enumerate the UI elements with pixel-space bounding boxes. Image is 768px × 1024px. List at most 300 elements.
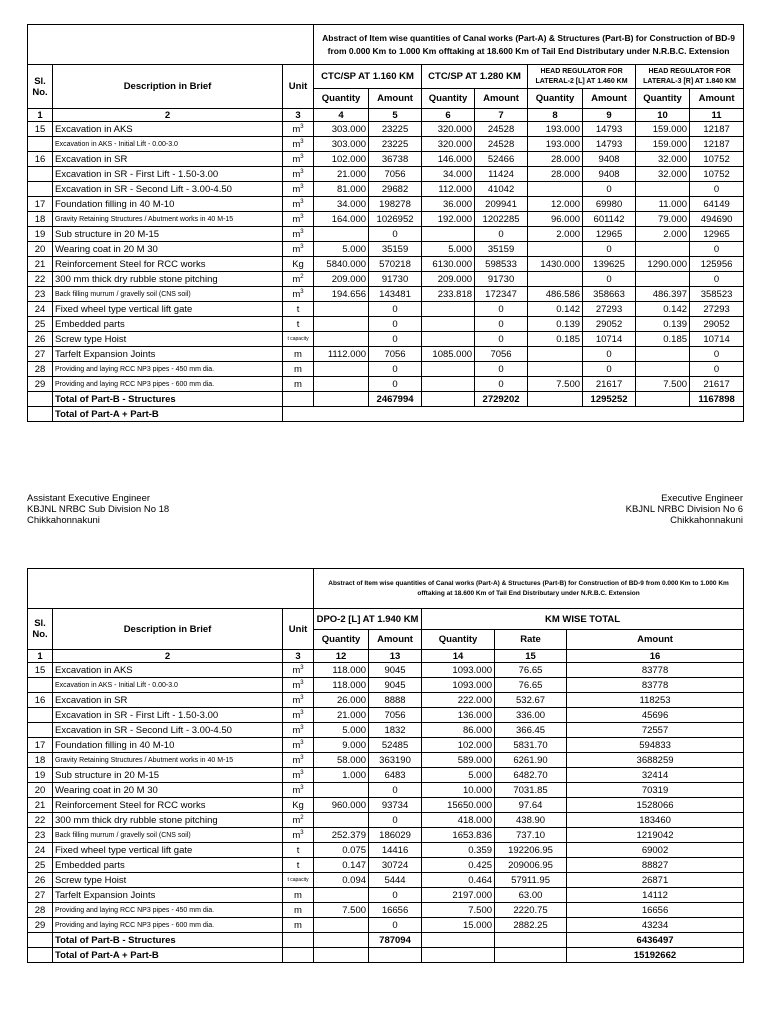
- column-number-cell: 1: [28, 650, 53, 663]
- value-cell: 0: [690, 242, 744, 257]
- unit-base: m: [292, 124, 301, 136]
- sl-no-cell: 23: [28, 287, 53, 302]
- value-cell: 0: [583, 347, 636, 362]
- value-cell: 358523: [690, 287, 744, 302]
- value-cell: 14793: [583, 122, 636, 137]
- table-row: [28, 783, 744, 798]
- table-row: [28, 918, 744, 933]
- description-cell: Embedded parts: [53, 858, 283, 873]
- sl-no-cell: 18: [28, 753, 53, 768]
- value-cell: 0: [583, 272, 636, 287]
- description-cell: Excavation in AKS - Initial Lift - 0.00-3.0: [53, 678, 283, 693]
- column-number-cell: 10: [636, 109, 690, 122]
- sl-no-header: Sl. No.: [28, 609, 53, 650]
- total-value-cell: [528, 392, 583, 407]
- value-cell: 83778: [567, 663, 744, 678]
- total-value-cell: 6436497: [567, 933, 744, 948]
- value-cell: 589.000: [422, 753, 495, 768]
- description-cell: Screw type Hoist: [53, 873, 283, 888]
- unit-cell: [283, 723, 314, 738]
- total-value-cell: [422, 948, 495, 963]
- value-cell: 336.00: [495, 708, 567, 723]
- table-row: [28, 122, 744, 137]
- rate-header: Rate: [495, 630, 567, 650]
- table-row: [28, 708, 744, 723]
- value-cell: 193.000: [528, 122, 583, 137]
- table-row: [28, 798, 744, 813]
- value-cell: 5.000: [422, 242, 475, 257]
- unit-exponent: 3: [300, 199, 304, 206]
- value-cell: 52466: [475, 152, 528, 167]
- table-row: [28, 317, 744, 332]
- value-cell: 6482.70: [495, 768, 567, 783]
- description-header: Description in Brief: [53, 65, 283, 109]
- value-cell: 0: [369, 302, 422, 317]
- unit-base: m: [292, 755, 301, 767]
- value-cell: 7.500: [636, 377, 690, 392]
- total-value-cell: [495, 933, 567, 948]
- unit-base: m: [292, 184, 301, 196]
- total-value-cell: [422, 933, 495, 948]
- unit-cell: m: [283, 918, 314, 933]
- value-cell: 303.000: [314, 122, 369, 137]
- unit-base: m: [292, 710, 301, 722]
- sl-no-cell: 21: [28, 257, 53, 272]
- value-cell: 21617: [690, 377, 744, 392]
- description-cell: Back filling murrum / gravelly soil (CNS soil): [53, 828, 283, 843]
- value-cell: 159.000: [636, 137, 690, 152]
- sl-no-cell: 22: [28, 813, 53, 828]
- unit-exponent: 3: [300, 755, 304, 762]
- value-cell: 0.185: [528, 332, 583, 347]
- value-cell: 63.00: [495, 888, 567, 903]
- value-cell: 88827: [567, 858, 744, 873]
- value-cell: 24528: [475, 137, 528, 152]
- table-row: [28, 377, 744, 392]
- unit-cell: [283, 272, 314, 287]
- column-number-cell: 16: [567, 650, 744, 663]
- value-cell: 6130.000: [422, 257, 475, 272]
- value-cell: 7031.85: [495, 783, 567, 798]
- amount-header: Amount: [690, 89, 744, 109]
- total-value-cell: [495, 948, 567, 963]
- signature-right-line: KBJNL NRBC Division No 6: [625, 504, 743, 515]
- amount-header: Amount: [583, 89, 636, 109]
- unit-base: m: [292, 289, 301, 301]
- value-cell: 164.000: [314, 212, 369, 227]
- value-cell: 1112.000: [314, 347, 369, 362]
- table-row: [28, 272, 744, 287]
- signature-right-line: Chikkahonnakuni: [670, 515, 743, 526]
- value-cell: 1202285: [475, 212, 528, 227]
- value-cell: 0.185: [636, 332, 690, 347]
- value-cell: 1290.000: [636, 257, 690, 272]
- sl-no-cell: 17: [28, 197, 53, 212]
- value-cell: 83778: [567, 678, 744, 693]
- table-row: [28, 888, 744, 903]
- table-row: [28, 828, 744, 843]
- value-cell: 737.10: [495, 828, 567, 843]
- value-cell: 34.000: [314, 197, 369, 212]
- value-cell: 1.000: [314, 768, 369, 783]
- unit-exponent: 3: [300, 124, 304, 131]
- unit-exponent: 3: [300, 289, 304, 296]
- value-cell: 2220.75: [495, 903, 567, 918]
- unit-base: m: [292, 680, 301, 692]
- value-cell: 0: [690, 272, 744, 287]
- value-cell: 172347: [475, 287, 528, 302]
- value-cell: 0.359: [422, 843, 495, 858]
- value-cell: 0: [475, 317, 528, 332]
- description-cell: Excavation in SR - First Lift - 1.50-3.00: [53, 167, 283, 182]
- unit-base: m: [292, 244, 301, 256]
- value-cell: 2.000: [636, 227, 690, 242]
- total-value-cell: [314, 933, 369, 948]
- unit-cell: t capacity: [283, 873, 314, 888]
- value-cell: 118.000: [314, 663, 369, 678]
- signature-left: [27, 493, 169, 526]
- value-cell: 960.000: [314, 798, 369, 813]
- description-header: Description in Brief: [53, 609, 283, 650]
- value-cell: 28.000: [528, 152, 583, 167]
- unit-cell: t capacity: [283, 332, 314, 347]
- value-cell: 192206.95: [495, 843, 567, 858]
- value-cell: 5.000: [314, 723, 369, 738]
- total-sl-cell: [28, 933, 53, 948]
- value-cell: 570218: [369, 257, 422, 272]
- value-cell: 10.000: [422, 783, 495, 798]
- value-cell: 10714: [583, 332, 636, 347]
- unit-cell: [283, 708, 314, 723]
- sl-no-cell: 17: [28, 738, 53, 753]
- value-cell: 5831.70: [495, 738, 567, 753]
- table-row: [28, 302, 744, 317]
- value-cell: [422, 227, 475, 242]
- value-cell: 7056: [369, 347, 422, 362]
- value-cell: 143481: [369, 287, 422, 302]
- value-cell: 0: [690, 347, 744, 362]
- sl-no-cell: 20: [28, 242, 53, 257]
- sl-no-cell: 26: [28, 332, 53, 347]
- value-cell: [314, 888, 369, 903]
- sl-no-cell: 27: [28, 888, 53, 903]
- sl-no-cell: 22: [28, 272, 53, 287]
- table-row: [28, 287, 744, 302]
- total-part-ab-row: [28, 407, 744, 422]
- value-cell: 1093.000: [422, 678, 495, 693]
- sl-no-cell: 23: [28, 828, 53, 843]
- total-sl-cell: [28, 392, 53, 407]
- value-cell: 0: [690, 182, 744, 197]
- description-cell: Foundation filling in 40 M-10: [53, 738, 283, 753]
- group-header-head-regulator-l3: HEAD REGULATOR FOR LATERAL-3 [R] AT 1.840 KM: [636, 65, 744, 89]
- value-cell: 0.425: [422, 858, 495, 873]
- value-cell: 7.500: [314, 903, 369, 918]
- value-cell: 29052: [690, 317, 744, 332]
- value-cell: [636, 242, 690, 257]
- value-cell: 0.142: [636, 302, 690, 317]
- sl-no-cell: 29: [28, 377, 53, 392]
- unit-cell: m: [283, 888, 314, 903]
- description-cell: Reinforcement Steel for RCC works: [53, 257, 283, 272]
- column-number-cell: 11: [690, 109, 744, 122]
- value-cell: 11424: [475, 167, 528, 182]
- unit-exponent: 2: [300, 274, 304, 281]
- quantity-header: Quantity: [528, 89, 583, 109]
- value-cell: 9045: [369, 663, 422, 678]
- total-value-cell: [636, 392, 690, 407]
- value-cell: 9408: [583, 167, 636, 182]
- sl-no-cell: 26: [28, 873, 53, 888]
- value-cell: 9.000: [314, 738, 369, 753]
- sl-no-cell: 29: [28, 918, 53, 933]
- table-row: [28, 693, 744, 708]
- amount-header: Amount: [369, 630, 422, 650]
- value-cell: 0: [369, 332, 422, 347]
- unit-base: m: [292, 214, 301, 226]
- value-cell: 118.000: [314, 678, 369, 693]
- description-cell: Providing and laying RCC NP3 pipes - 600 mm dia.: [53, 918, 283, 933]
- value-cell: 91730: [475, 272, 528, 287]
- unit-cell: [283, 663, 314, 678]
- value-cell: 6483: [369, 768, 422, 783]
- unit-cell: [283, 152, 314, 167]
- value-cell: 252.379: [314, 828, 369, 843]
- value-cell: 15.000: [422, 918, 495, 933]
- value-cell: 76.65: [495, 678, 567, 693]
- value-cell: 192.000: [422, 212, 475, 227]
- unit-cell: [283, 738, 314, 753]
- value-cell: 35159: [369, 242, 422, 257]
- unit-cell: [283, 678, 314, 693]
- total-part-ab-label: Total of Part-A + Part-B: [53, 407, 283, 422]
- group-header-head-regulator-l2: HEAD REGULATOR FOR LATERAL-2 [L] AT 1.460 KM: [528, 65, 636, 89]
- unit-exponent: 3: [300, 665, 304, 672]
- value-cell: 222.000: [422, 693, 495, 708]
- value-cell: 0: [583, 242, 636, 257]
- value-cell: 58.000: [314, 753, 369, 768]
- value-cell: 320.000: [422, 122, 475, 137]
- value-cell: 14416: [369, 843, 422, 858]
- value-cell: 0: [369, 377, 422, 392]
- value-cell: 1219042: [567, 828, 744, 843]
- value-cell: [314, 377, 369, 392]
- unit-exponent: 3: [300, 785, 304, 792]
- column-number-row: [28, 650, 744, 663]
- value-cell: 30724: [369, 858, 422, 873]
- table-row: [28, 843, 744, 858]
- column-number-cell: 3: [283, 109, 314, 122]
- description-cell: Excavation in AKS: [53, 663, 283, 678]
- unit-cell: m: [283, 903, 314, 918]
- value-cell: 72557: [567, 723, 744, 738]
- total-value-cell: [314, 392, 369, 407]
- value-cell: 12965: [583, 227, 636, 242]
- unit-cell: [283, 182, 314, 197]
- value-cell: 27293: [690, 302, 744, 317]
- sl-no-cell: 19: [28, 227, 53, 242]
- value-cell: 0: [475, 362, 528, 377]
- description-cell: Providing and laying RCC NP3 pipes - 450 mm dia.: [53, 362, 283, 377]
- unit-cell: t: [283, 843, 314, 858]
- total-part-b-row: [28, 392, 744, 407]
- unit-exponent: 3: [300, 830, 304, 837]
- sl-no-cell: [28, 723, 53, 738]
- sl-no-cell: 16: [28, 152, 53, 167]
- value-cell: 598533: [475, 257, 528, 272]
- value-cell: 0: [690, 362, 744, 377]
- value-cell: 139625: [583, 257, 636, 272]
- unit-exponent: 3: [300, 695, 304, 702]
- table-row: [28, 152, 744, 167]
- value-cell: 45696: [567, 708, 744, 723]
- quantity-header: Quantity: [314, 89, 369, 109]
- unit-base: m: [292, 740, 301, 752]
- total-unit-cell: [283, 933, 314, 948]
- value-cell: 0: [369, 227, 422, 242]
- description-cell: Back filling murrum / gravelly soil (CNS soil): [53, 287, 283, 302]
- value-cell: 2882.25: [495, 918, 567, 933]
- unit-cell: [283, 287, 314, 302]
- description-cell: Excavation in AKS: [53, 122, 283, 137]
- value-cell: 23225: [369, 137, 422, 152]
- description-cell: Excavation in SR - First Lift - 1.50-3.00: [53, 708, 283, 723]
- table-row: [28, 873, 744, 888]
- signature-left-line: KBJNL NRBC Sub Division No 18: [27, 504, 170, 515]
- value-cell: 36738: [369, 152, 422, 167]
- total-part-b-label: Total of Part-B - Structures: [53, 933, 283, 948]
- unit-cell: [283, 227, 314, 242]
- unit-exponent: 3: [300, 184, 304, 191]
- column-number-cell: 9: [583, 109, 636, 122]
- description-cell: Sub structure in 20 M-15: [53, 227, 283, 242]
- blank-header-cell: [28, 569, 314, 609]
- value-cell: [314, 317, 369, 332]
- value-cell: 102.000: [422, 738, 495, 753]
- value-cell: 2197.000: [422, 888, 495, 903]
- value-cell: 32.000: [636, 167, 690, 182]
- value-cell: 28.000: [528, 167, 583, 182]
- unit-cell: [283, 693, 314, 708]
- total-sl-cell: [28, 948, 53, 963]
- unit-base: m: [292, 154, 301, 166]
- table-row: [28, 182, 744, 197]
- table-row: [28, 197, 744, 212]
- unit-exponent: 3: [300, 214, 304, 221]
- unit-cell: [283, 212, 314, 227]
- value-cell: 24528: [475, 122, 528, 137]
- total-value-cell: [314, 948, 369, 963]
- table-row: [28, 227, 744, 242]
- signature-right-line: Executive Engineer: [661, 493, 743, 504]
- value-cell: 0: [369, 918, 422, 933]
- unit-header: Unit: [283, 65, 314, 109]
- value-cell: 32.000: [636, 152, 690, 167]
- value-cell: 11.000: [636, 197, 690, 212]
- value-cell: 186029: [369, 828, 422, 843]
- value-cell: 0.139: [636, 317, 690, 332]
- unit-base: m: [292, 725, 301, 737]
- sl-no-cell: [28, 137, 53, 152]
- value-cell: 363190: [369, 753, 422, 768]
- unit-base: m: [292, 695, 301, 707]
- total-part-ab-values: [283, 407, 744, 422]
- value-cell: 198278: [369, 197, 422, 212]
- value-cell: [314, 332, 369, 347]
- table-row: [28, 347, 744, 362]
- value-cell: 320.000: [422, 137, 475, 152]
- value-cell: [636, 272, 690, 287]
- value-cell: 27293: [583, 302, 636, 317]
- unit-cell: t: [283, 317, 314, 332]
- group-header-dpo-1940: DPO-2 [L] AT 1.940 KM: [314, 609, 422, 630]
- unit-base: m: [292, 229, 301, 241]
- column-number-cell: 15: [495, 650, 567, 663]
- description-cell: Excavation in AKS - Initial Lift - 0.00-3.0: [53, 137, 283, 152]
- value-cell: 438.90: [495, 813, 567, 828]
- sl-no-cell: 28: [28, 362, 53, 377]
- sl-no-cell: 15: [28, 663, 53, 678]
- description-cell: Wearing coat in 20 M 30: [53, 783, 283, 798]
- description-cell: 300 mm thick dry rubble stone pitching: [53, 272, 283, 287]
- value-cell: [314, 783, 369, 798]
- value-cell: 0: [475, 302, 528, 317]
- value-cell: 26871: [567, 873, 744, 888]
- value-cell: 183460: [567, 813, 744, 828]
- table-row: [28, 332, 744, 347]
- table-row: [28, 242, 744, 257]
- value-cell: 41042: [475, 182, 528, 197]
- table-row: [28, 212, 744, 227]
- value-cell: 70319: [567, 783, 744, 798]
- value-cell: 193.000: [528, 137, 583, 152]
- amount-header: Amount: [369, 89, 422, 109]
- value-cell: 12965: [690, 227, 744, 242]
- value-cell: [636, 347, 690, 362]
- group-header-ctc-1280: CTC/SP AT 1.280 KM: [422, 65, 528, 89]
- sl-no-cell: 25: [28, 317, 53, 332]
- description-cell: Sub structure in 20 M-15: [53, 768, 283, 783]
- description-cell: Wearing coat in 20 M 30: [53, 242, 283, 257]
- value-cell: 14793: [583, 137, 636, 152]
- quantity-header: Quantity: [422, 630, 495, 650]
- unit-base: m: [292, 770, 301, 782]
- table-row: [28, 678, 744, 693]
- total-unit-cell: [283, 392, 314, 407]
- unit-exponent: 2: [300, 815, 304, 822]
- table-row: [28, 167, 744, 182]
- unit-cell: t: [283, 302, 314, 317]
- abstract-table-part2: [27, 568, 744, 963]
- value-cell: 8888: [369, 693, 422, 708]
- total-part-ab-row: [28, 948, 744, 963]
- table-title: Abstract of Item wise quantities of Canal works (Part-A) & Structures (Part-B) for Construction of BD-9 from 0.000 Km to 1.000 Km offtaking at 18.600 Km of Tail End Distributary under N.R.B.C. Extension: [314, 25, 744, 65]
- value-cell: 0: [369, 813, 422, 828]
- sl-no-cell: 19: [28, 768, 53, 783]
- total-part-b-row: [28, 933, 744, 948]
- value-cell: [636, 362, 690, 377]
- value-cell: 0.142: [528, 302, 583, 317]
- sl-no-cell: 28: [28, 903, 53, 918]
- value-cell: 0: [583, 362, 636, 377]
- sl-no-cell: 24: [28, 302, 53, 317]
- unit-exponent: 3: [300, 725, 304, 732]
- unit-base: m: [292, 830, 301, 842]
- value-cell: 125956: [690, 257, 744, 272]
- description-cell: Fixed wheel type vertical lift gate: [53, 302, 283, 317]
- value-cell: 9408: [583, 152, 636, 167]
- value-cell: 159.000: [636, 122, 690, 137]
